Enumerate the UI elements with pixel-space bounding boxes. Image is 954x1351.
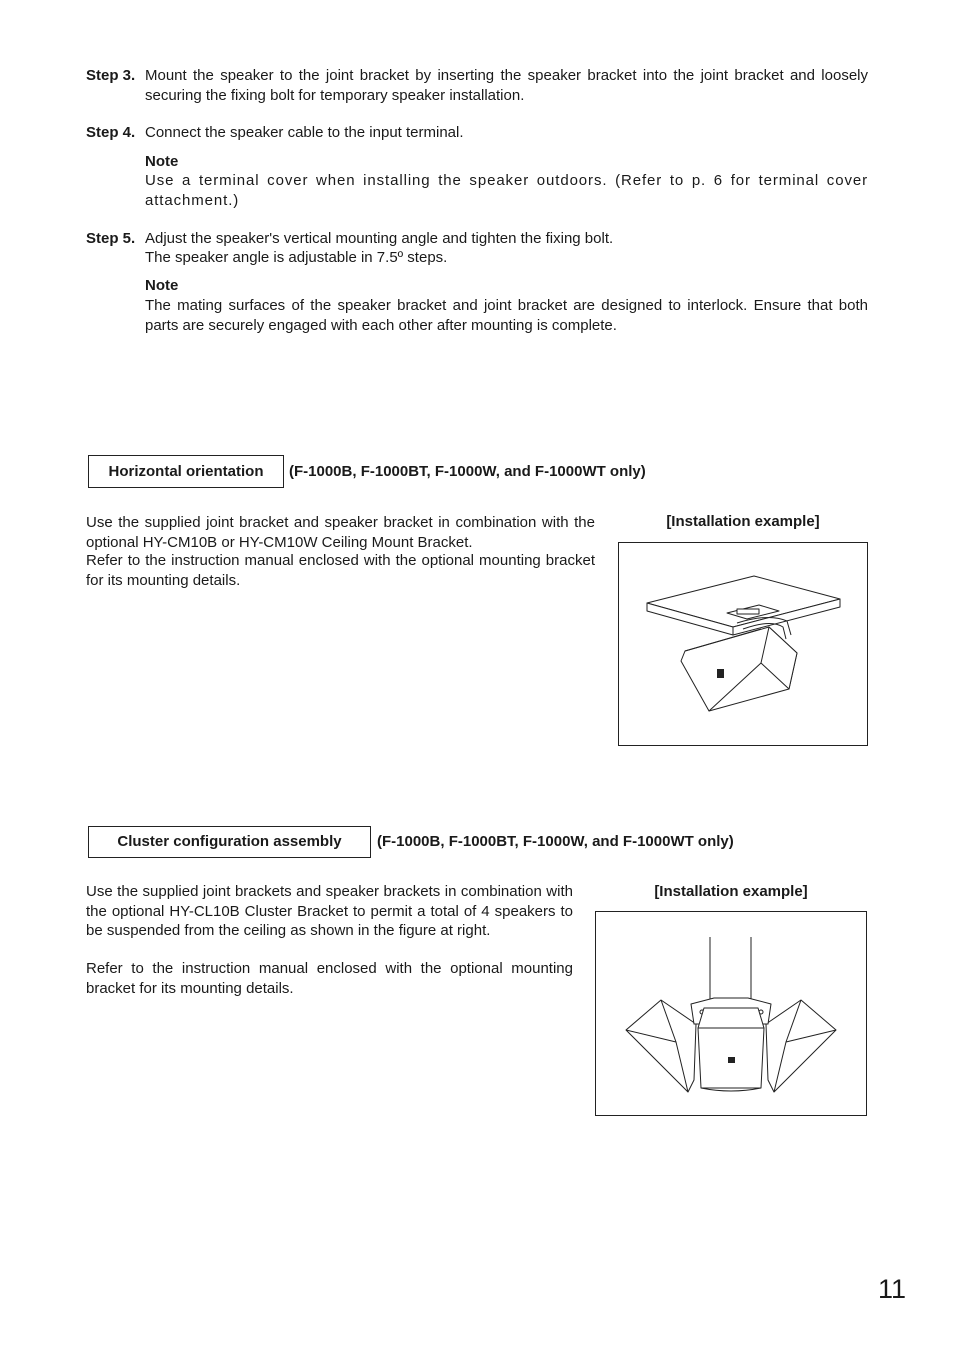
step-4-note-text: Use a terminal cover when installing the speaker outdoors. (Refer to p. 6 for terminal cover attachment.) [145, 172, 868, 209]
horizontal-orientation-heading-text: Horizontal orientation [108, 462, 264, 480]
cluster-installation-figure [595, 911, 867, 1116]
horizontal-orientation-models: (F-1000B, F-1000BT, F-1000W, and F-1000WT only) [289, 463, 646, 480]
step-5-note-heading: Note [145, 277, 179, 294]
cluster-configuration-models: (F-1000B, F-1000BT, F-1000W, and F-1000WT only) [377, 833, 734, 850]
horizontal-orientation-heading [88, 455, 284, 488]
step-3-label: Step 3. [86, 67, 136, 84]
cluster-configuration-paragraph-1: Use the supplied joint brackets and speaker brackets in combination with the optional HY-CL10B Cluster Bracket to permit a total of 4 speakers to be suspended from the ceiling as shown in the figure at right. [86, 883, 573, 939]
step-5-line1: Adjust the speaker's vertical mounting angle and tighten the fixing bolt. [145, 230, 614, 247]
cluster-configuration-heading-text: Cluster configuration assembly [117, 833, 342, 851]
step-5-line2: The speaker angle is adjustable in 7.5º steps. [145, 249, 448, 266]
cluster-configuration-heading [88, 826, 371, 858]
step-3-text: Mount the speaker to the joint bracket by inserting the speaker bracket into the joint bracket and loosely securing the fixing bolt for temporary speaker installation. [145, 67, 868, 104]
ceiling-mount-speaker-illustration [619, 543, 867, 745]
step-5-label: Step 5. [86, 230, 136, 247]
step-5-note-text: The mating surfaces of the speaker bracket and joint bracket are designed to interlock. Ensure that both parts are securely engaged with each other after mounting is complete. [145, 297, 868, 334]
step-4-label: Step 4. [86, 124, 136, 141]
cluster-configuration-paragraph-2: Refer to the instruction manual enclosed with the optional mounting bracket for its mounting details. [86, 960, 573, 997]
horizontal-orientation-paragraph-1: Use the supplied joint bracket and speaker bracket in combination with the optional HY-CM10B or HY-CM10W Ceiling Mount Bracket. [86, 514, 595, 551]
page-number: 11 [878, 1274, 907, 1304]
step-4-text: Connect the speaker cable to the input terminal. [145, 124, 464, 141]
step-4-note-heading: Note [145, 153, 179, 170]
cluster-figure-caption: [Installation example] [654, 883, 808, 900]
horizontal-figure-caption: [Installation example] [666, 513, 820, 530]
horizontal-installation-figure [618, 542, 868, 746]
horizontal-orientation-paragraph-2: Refer to the instruction manual enclosed with the optional mounting bracket for its mounting details. [86, 552, 595, 589]
cluster-speaker-illustration [596, 912, 866, 1115]
